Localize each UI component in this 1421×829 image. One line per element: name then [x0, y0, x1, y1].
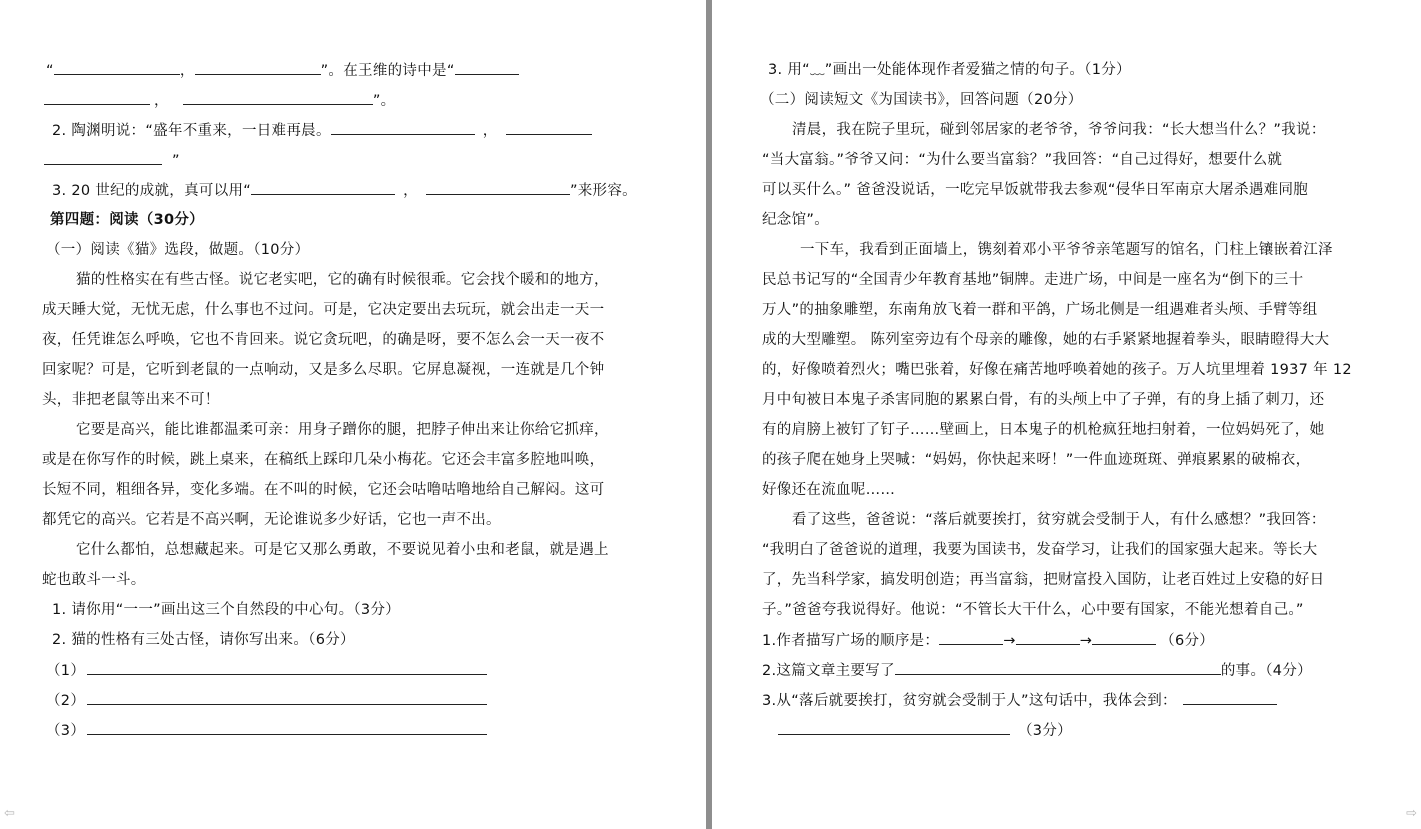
- fill-line-3: 2. 陶渊明说：“盛年不重来，一日难再晨。 ，: [52, 120, 592, 141]
- answer-line-3: （3）: [46, 720, 487, 741]
- answer-blank[interactable]: [778, 720, 1010, 735]
- answer-blank[interactable]: [895, 660, 1221, 675]
- paragraph-line: 头，非把老鼠等出来不可！: [42, 392, 220, 408]
- answer-blank[interactable]: [939, 630, 1003, 645]
- answer-blank[interactable]: [87, 660, 487, 675]
- paragraph-line: 子。”爸爸夸我说得好。他说：“不管长大干什么，心中要有国家，不能光想着自己。”: [762, 602, 1304, 618]
- blank: [54, 60, 180, 75]
- arrow-icon: →: [1079, 633, 1093, 649]
- paragraph-line: 一下车，我看到正面墙上，镌刻着邓小平爷爷亲笔题写的馆名，门柱上镶嵌着江泽: [800, 242, 1333, 258]
- paragraph-line: 好像还在流血呢……: [762, 482, 896, 498]
- subsection-title: （二）阅读短文《为国读书》，回答问题（20分）: [760, 92, 1083, 108]
- paragraph-line: 蛇也敢斗一斗。: [42, 572, 146, 588]
- answer-line-2: （2）: [46, 690, 487, 711]
- question-r3: 3.从“落后就要挨打，贫穷就会受制于人”这句话中，我体会到：: [762, 690, 1277, 711]
- subsection-title: （一）阅读《猫》选段，做题。（10分）: [46, 242, 310, 258]
- blank: [426, 180, 570, 195]
- question-2: 2. 猫的性格有三处古怪，请你写出来。（6分）: [52, 632, 355, 648]
- paragraph-line: 长短不同，粗细各异，变化多端。在不叫的时候，它还会咕噜咕噜地给自己解闷。这可: [42, 482, 605, 498]
- question-3: 3. 用“﹏”画出一处能体现作者爱猫之情的句子。（1分）: [768, 62, 1131, 78]
- paragraph-line: 的孩子爬在她身上哭喊：“妈妈，你快起来呀！”一件血迹斑斑、弹痕累累的破棉衣，: [762, 452, 1311, 468]
- fill-line-2: ， ”。: [44, 90, 395, 111]
- paragraph-line: 民总书记写的“全国青少年教育基地”铜牌。走进广场，中间是一座名为“倒下的三十: [762, 272, 1304, 288]
- paragraph-line: 回家呢？可是，它听到老鼠的一点响动，又是多么尽职。它屏息凝视，一连就是几个钟: [42, 362, 605, 378]
- paragraph-line: 纪念馆”。: [762, 212, 830, 228]
- question-r3-cont: （3分）: [778, 720, 1072, 741]
- paragraph-line: “当大富翁。”爷爷又问：“为什么要当富翁？”我回答：“自己过得好，想要什么就: [762, 152, 1283, 168]
- paragraph-line: 猫的性格实在有些古怪。说它老实吧，它的确有时候很乖。它会找个暖和的地方，: [76, 272, 609, 288]
- paragraph-line: 万人”的抽象雕塑，东南角放飞着一群和平鸽，广场北侧是一组遇难者头颅、手臂等组: [762, 302, 1318, 318]
- answer-blank[interactable]: [87, 690, 487, 705]
- left-page: [0, 0, 706, 829]
- paragraph-line: 它什么都怕，总想藏起来。可是它又那么勇敢，不要说见着小虫和老鼠，就是遇上: [76, 542, 609, 558]
- paragraph-line: 清晨，我在院子里玩，碰到邻居家的老爷爷，爷爷问我：“长大想当什么？”我说：: [792, 122, 1326, 138]
- blank: [455, 60, 519, 75]
- answer-blank[interactable]: [87, 720, 487, 735]
- arrow-icon: →: [1003, 633, 1016, 649]
- blank: [183, 90, 373, 105]
- fill-line-5: 3. 20 世纪的成就，真可以用“ ， ”来形容。: [52, 180, 637, 201]
- fill-line-1: “ ， ”。在王维的诗中是“: [46, 60, 519, 81]
- next-page-icon[interactable]: ⇨: [1406, 806, 1417, 821]
- answer-line-1: （1）: [46, 660, 487, 681]
- paragraph-line: 成的大型雕塑。 陈列室旁边有个母亲的雕像，她的右手紧紧地握着拳头，眼睛瞪得大大: [762, 332, 1330, 348]
- blank: [251, 180, 395, 195]
- paragraph-line: 有的肩膀上被钉了钉子……壁画上，日本鬼子的机枪疯狂地扫射着，一位妈妈死了，她: [762, 422, 1325, 438]
- prev-page-icon[interactable]: ⇦: [4, 806, 15, 821]
- paragraph-line: 成天睡大觉，无忧无虑，什么事也不过问。可是，它决定要出去玩玩，就会出走一天一: [42, 302, 605, 318]
- answer-blank[interactable]: [1092, 630, 1156, 645]
- section-heading: 第四题：阅读（30分）: [50, 212, 204, 228]
- question-1: 1. 请你用“一一”画出这三个自然段的中心句。（3分）: [52, 602, 401, 618]
- blank: [44, 150, 162, 165]
- blank: [44, 90, 150, 105]
- blank: [506, 120, 592, 135]
- blank: [195, 60, 321, 75]
- answer-blank[interactable]: [1016, 630, 1080, 645]
- paragraph-line: 月中旬被日本鬼子杀害同胞的累累白骨，有的头颅上中了子弹，有的身上插了刺刀，还: [762, 392, 1325, 408]
- paragraph-line: 的，好像喷着烈火；嘴巴张着，好像在痛苦地呼唤着她的孩子。万人坑里埋着 1937 年 12: [762, 362, 1352, 378]
- paragraph-line: 都凭它的高兴。它若是不高兴啊，无论谁说多少好话，它也一声不出。: [42, 512, 501, 528]
- paragraph-line: 看了这些，爸爸说：“落后就要挨打，贫穷就会受制于人，有什么感想？”我回答：: [792, 512, 1326, 528]
- question-r1: 1.作者描写广场的顺序是： → → （6分）: [762, 630, 1214, 651]
- question-r2: 2.这篇文章主要写了 的事。（4分）: [762, 660, 1312, 681]
- paragraph-line: 可以买什么。” 爸爸没说话，一吃完早饭就带我去参观“侵华日军南京大屠杀遇难同胞: [762, 182, 1309, 198]
- paragraph-line: “我明白了爸爸说的道理，我要为国读书，发奋学习，让我们的国家强大起来。等长大: [762, 542, 1318, 558]
- quote-open: “: [46, 63, 54, 79]
- answer-blank[interactable]: [1183, 690, 1277, 705]
- paragraph-line: 夜，任凭谁怎么呼唤，它也不肯回来。说它贪玩吧，的确是呀，要不怎么会一天一夜不: [42, 332, 605, 348]
- paragraph-line: 或是在你写作的时候，跳上桌来，在稿纸上踩印几朵小梅花。它还会丰富多腔地叫唤，: [42, 452, 605, 468]
- fill-line-4: ”: [44, 150, 180, 171]
- paragraph-line: 它要是高兴，能比谁都温柔可亲：用身子蹭你的腿，把脖子伸出来让你给它抓痒，: [76, 422, 609, 438]
- paragraph-line: 了，先当科学家，搞发明创造；再当富翁，把财富投入国防，让老百姓过上安稳的好日: [762, 572, 1325, 588]
- blank: [331, 120, 475, 135]
- right-page: [712, 0, 1421, 829]
